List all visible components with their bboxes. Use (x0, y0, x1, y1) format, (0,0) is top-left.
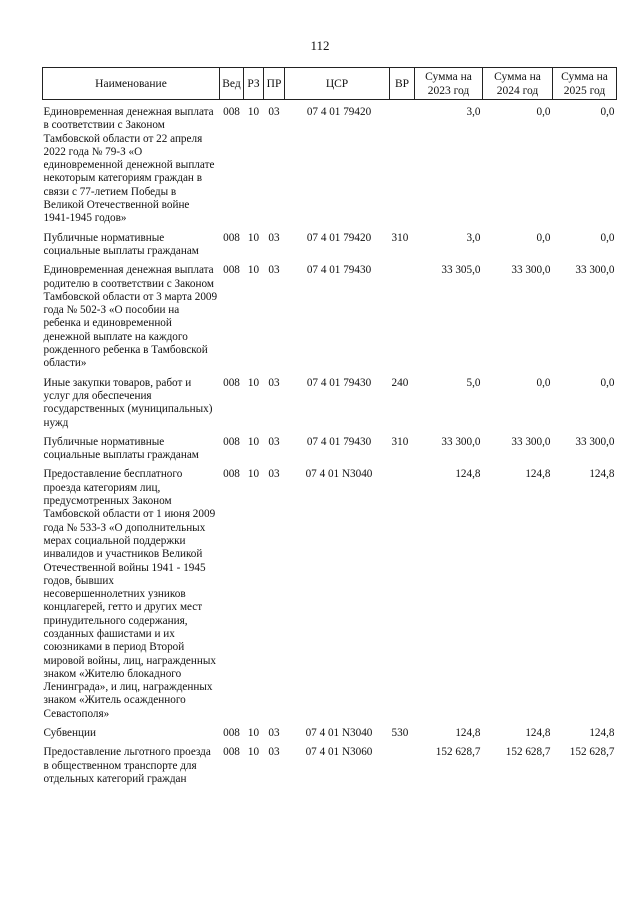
row-csr: 07 4 01 N3040 (305, 727, 373, 740)
row-sum-2023: 33 305,0 (441, 264, 481, 277)
row-sum-2023: 3,0 (466, 231, 481, 244)
header-ved: Вед (220, 68, 244, 100)
row-name: Субвенции (43, 727, 96, 740)
table-row (43, 721, 617, 740)
header-rz: РЗ (244, 68, 264, 100)
row-name: Предоставление бесплатного проезда категориям лиц, предусмотренных Законом Тамбовской области от 1 июня 2009 года № 533-З «О дополнительных мерах социальной поддержки инвалидов и участников Великой Отечественной войны 1941 - 1945 годов, бывших несовершеннолетних узников концлагерей, гетто и других мест принудительного содержания, созданных фашистами и их союзниками в период Второй мировой войны, лиц, награжденных знаком «Жителю блокадного Ленинграда», и лиц, награжденных знаком «Житель осажденного Севастополя» (43, 468, 216, 720)
header-sum-2024: Сумма на 2024 год (483, 68, 553, 100)
row-ved: 008 (223, 435, 240, 448)
row-csr: 07 4 01 79420 (306, 106, 372, 118)
row-vr (390, 740, 415, 786)
row-name: Публичные нормативные социальные выплаты гражданам (43, 231, 199, 257)
row-pr: 03 (268, 435, 280, 448)
row-sum-2023: 152 628,7 (435, 746, 481, 759)
row-name: Предоставление льготного проезда в общественном транспорте для отдельных категорий граждан (43, 746, 211, 785)
row-vr: 530 (391, 727, 409, 740)
row-vr: 310 (391, 435, 409, 448)
row-csr: 07 4 01 N3040 (305, 468, 373, 481)
row-name: Публичные нормативные социальные выплаты гражданам (43, 435, 199, 462)
row-sum-2023: 5,0 (466, 376, 481, 389)
row-csr: 07 4 01 79430 (306, 376, 372, 389)
row-sum-2024: 152 628,7 (505, 746, 551, 759)
row-sum-2025: 33 300,0 (575, 435, 615, 448)
row-pr: 03 (268, 468, 280, 481)
table-row (43, 371, 617, 430)
row-rz: 10 (247, 376, 260, 389)
row-sum-2024: 0,0 (536, 106, 551, 118)
row-rz: 10 (247, 727, 260, 740)
row-rz: 10 (247, 231, 260, 244)
row-vr: 240 (391, 376, 409, 389)
row-sum-2024: 124,8 (525, 727, 551, 740)
row-sum-2023: 124,8 (455, 727, 481, 740)
row-pr: 03 (268, 264, 280, 277)
header-vr: ВР (390, 68, 415, 100)
row-sum-2024: 0,0 (536, 376, 551, 389)
row-ved: 008 (223, 106, 240, 118)
table-row (43, 226, 617, 259)
row-pr: 03 (268, 746, 280, 759)
row-vr (390, 100, 415, 226)
row-csr: 07 4 01 79430 (306, 435, 372, 448)
table-row (43, 462, 617, 721)
row-ved: 008 (223, 727, 240, 740)
header-sum-2025: Сумма на 2025 год (553, 68, 617, 100)
table-row (43, 258, 617, 370)
row-name: Иные закупки товаров, работ и услуг для обеспечения государственных (муниципальных) нужд (43, 376, 213, 429)
row-sum-2023: 124,8 (455, 468, 481, 481)
table-row (43, 430, 617, 463)
table-row (43, 100, 617, 226)
row-name: Единовременная денежная выплата родителю в соответствии с Законом Тамбовской области от 3 марта 2009 года № 502-З «О пособии на ребенка и единовременной денежной выплате на каждого рожденного ребенка в Тамбовской области» (43, 264, 218, 370)
row-rz: 10 (247, 106, 260, 118)
row-csr: 07 4 01 79420 (306, 231, 372, 244)
row-sum-2023: 3,0 (466, 106, 481, 118)
row-sum-2025: 124,8 (589, 727, 615, 740)
table-row (43, 740, 617, 786)
row-sum-2025: 0,0 (600, 231, 615, 244)
row-sum-2024: 33 300,0 (511, 435, 551, 448)
row-ved: 008 (223, 231, 240, 244)
row-ved: 008 (223, 746, 240, 759)
header-name: Наименование (43, 68, 220, 100)
row-sum-2025: 152 628,7 (569, 746, 615, 759)
row-ved: 008 (223, 264, 240, 277)
row-pr: 03 (268, 106, 280, 118)
table-header-row (43, 68, 617, 100)
row-sum-2025: 124,8 (589, 468, 615, 481)
row-rz: 10 (247, 435, 260, 448)
header-sum-2023: Сумма на 2023 год (415, 68, 483, 100)
row-rz: 10 (247, 468, 260, 481)
row-sum-2025: 33 300,0 (575, 264, 615, 277)
row-sum-2025: 0,0 (600, 376, 615, 389)
budget-table (42, 67, 617, 786)
row-name: Единовременная денежная выплата в соответствии с Законом Тамбовской области от 22 апреля 2022 года № 79-З «О единовременной денежной выплате некоторым категориям граждан в связи с 77-летием Победы в Великой Отечественной войне 1941-1945 годов» (43, 106, 215, 225)
row-vr: 310 (391, 231, 409, 244)
row-ved: 008 (223, 376, 240, 389)
row-pr: 03 (268, 376, 280, 389)
page-number: 112 (310, 38, 330, 53)
row-vr (390, 462, 415, 721)
row-sum-2024: 0,0 (536, 231, 551, 244)
row-sum-2023: 33 300,0 (441, 435, 481, 448)
row-sum-2025: 0,0 (600, 106, 615, 118)
row-pr: 03 (268, 727, 280, 740)
header-csr: ЦСР (285, 68, 390, 100)
row-pr: 03 (268, 231, 280, 244)
header-pr: ПР (264, 68, 285, 100)
row-rz: 10 (247, 264, 260, 277)
row-sum-2024: 33 300,0 (511, 264, 551, 277)
row-sum-2024: 124,8 (525, 468, 551, 481)
row-ved: 008 (223, 468, 240, 481)
row-vr (390, 258, 415, 370)
row-rz: 10 (247, 746, 260, 759)
row-csr: 07 4 01 N3060 (305, 746, 373, 759)
row-csr: 07 4 01 79430 (306, 264, 372, 277)
